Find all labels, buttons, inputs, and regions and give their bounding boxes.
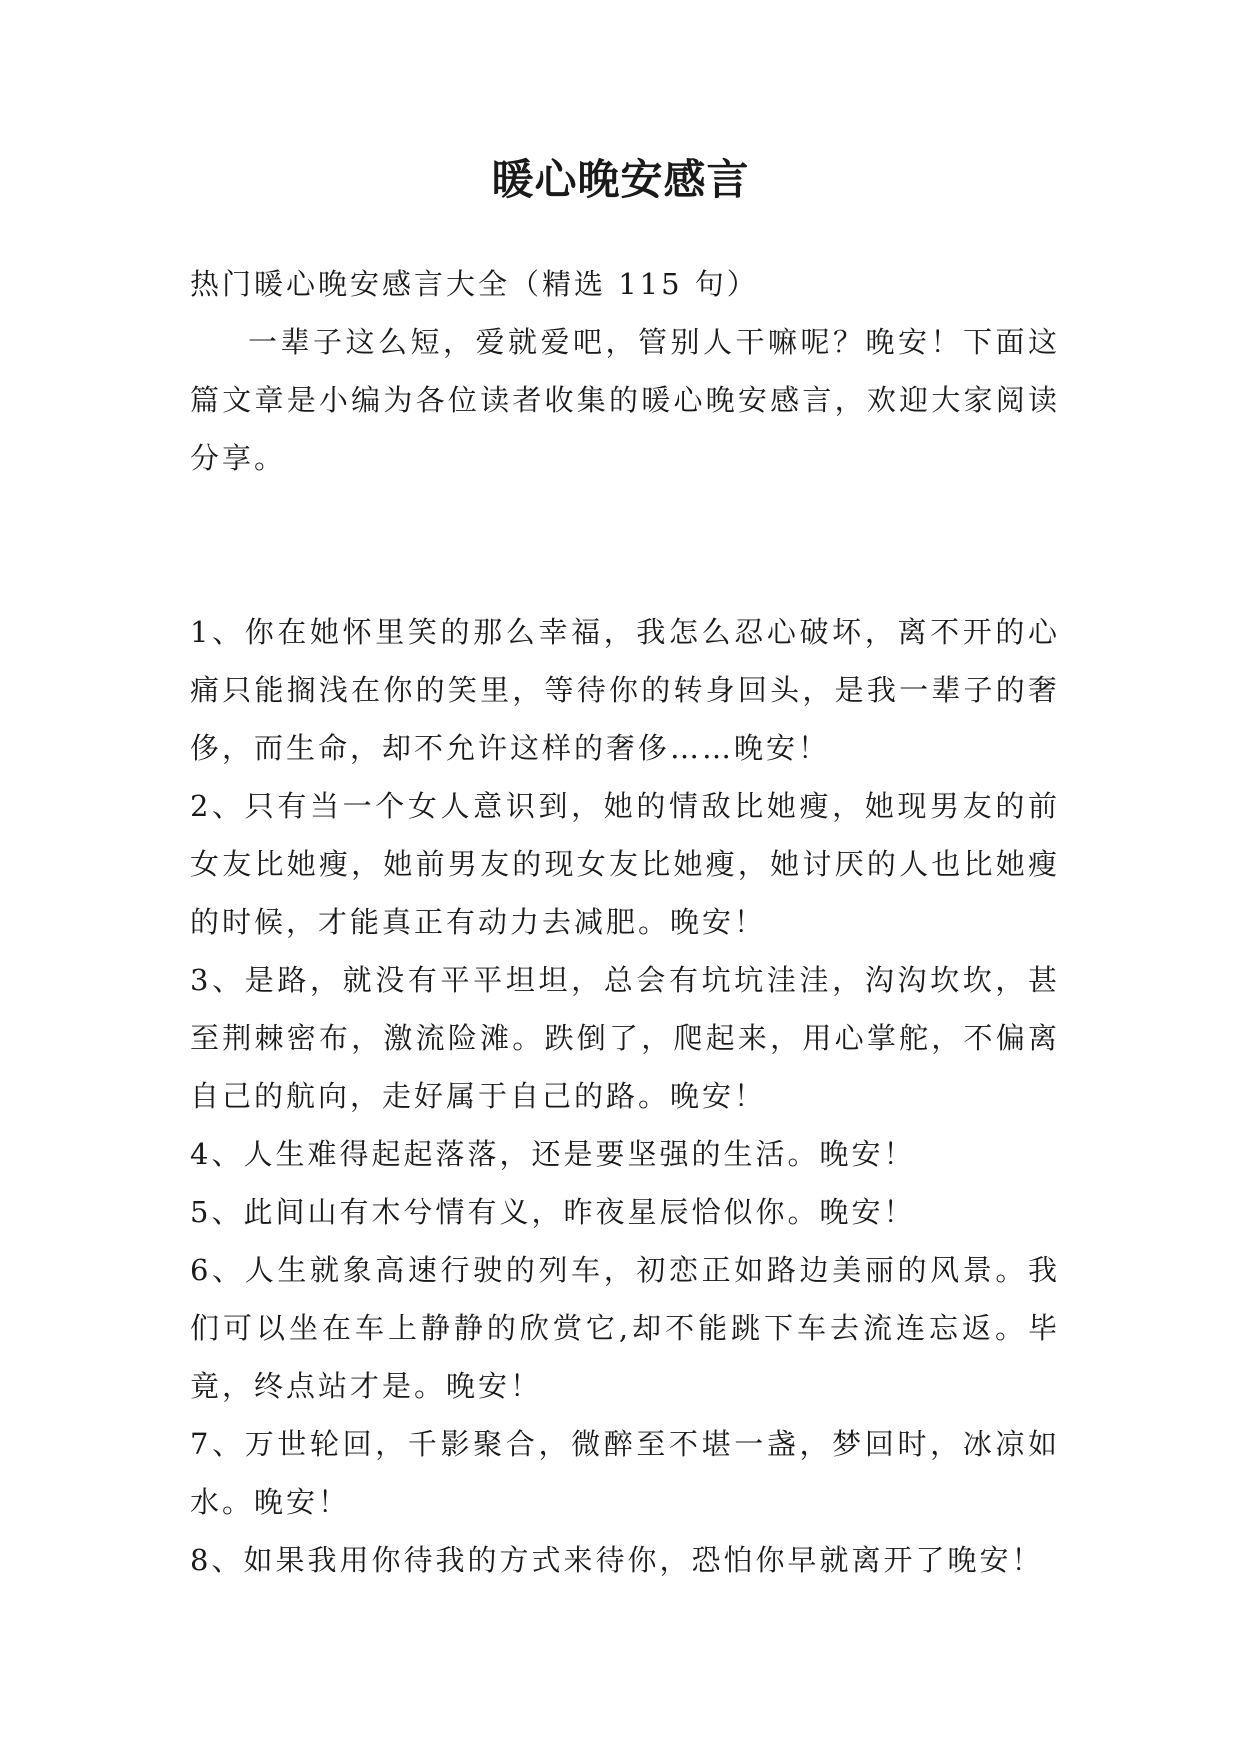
list-item: 6、人生就象高速行驶的列车，初恋正如路边美丽的风景。我们可以坐在车上静静的欣赏它,却不能跳下车去流连忘返。毕竟，终点站才是。晚安！ (190, 1253, 1060, 1403)
list-item: 3、是路，就没有平平坦坦，总会有坑坑洼洼，沟沟坎坎，甚至荆棘密布，激流险滩。跌倒了，爬起来，用心掌舵，不偏离自己的航向，走好属于自己的路。晚安！ (190, 963, 1060, 1113)
list-item: 4、人生难得起起落落，还是要坚强的生活。晚安！ (190, 1137, 916, 1171)
intro-paragraph: 一辈子这么短，爱就爱吧，管别人干嘛呢？晚安！下面这篇文章是小编为各位读者收集的暖心晚安感言，欢迎大家阅读分享。 (190, 325, 1060, 475)
list-item: 2、只有当一个女人意识到，她的情敌比她瘦，她现男友的前女友比她瘦，她前男友的现女友比她瘦，她讨厌的人也比她瘦的时候，才能真正有动力去减肥。晚安！ (190, 789, 1060, 939)
list-item: 8、如果我用你待我的方式来待你，恐怕你早就离开了晚安！ (190, 1543, 1044, 1577)
subtitle: 热门暖心晚安感言大全（精选 115 句） (190, 267, 759, 301)
paragraph-spacer (190, 487, 1060, 603)
list-item: 7、万世轮回，千影聚合，微醉至不堪一盏，梦回时，冰凉如水。晚安！ (190, 1427, 1060, 1519)
page-title: 暖心晚安感言 (491, 155, 750, 204)
list-item: 5、此间山有木兮情有义，昨夜星辰恰似你。晚安！ (190, 1195, 916, 1229)
list-item: 1、你在她怀里笑的那么幸福，我怎么忍心破坏，离不开的心痛只能搁浅在你的笑里，等待你的转身回头，是我一辈子的奢侈，而生命，却不允许这样的奢侈……晚安！ (190, 615, 1060, 765)
document-body (190, 255, 1060, 1589)
